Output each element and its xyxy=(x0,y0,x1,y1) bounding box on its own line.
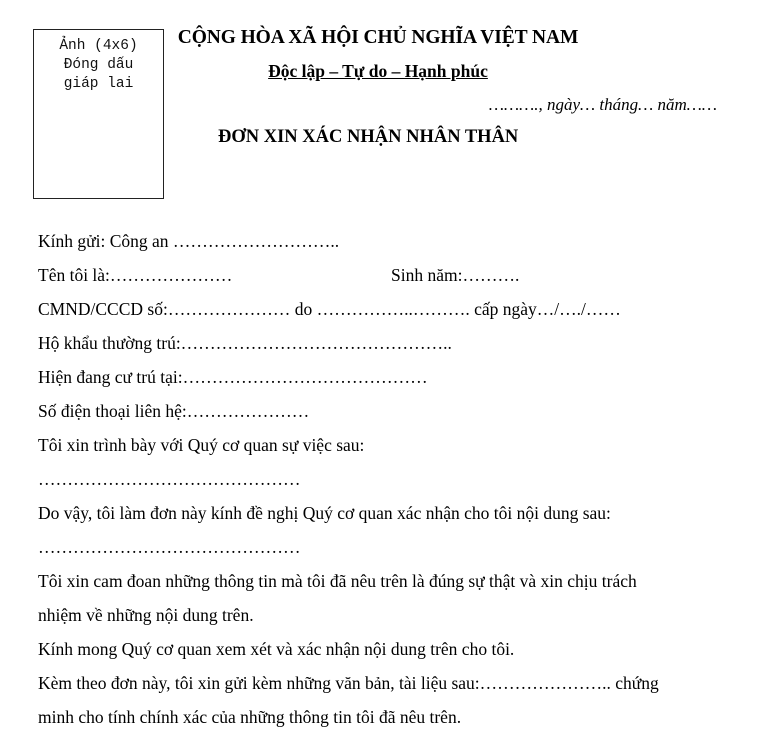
request-blank-line: ……………………………………… xyxy=(38,537,301,557)
photo-label-line-1: Ảnh (4x6) xyxy=(59,38,138,54)
photo-label-line-2: Đóng dấu xyxy=(63,57,134,73)
commitment-line-2: nhiệm về những nội dung trên. xyxy=(38,605,254,625)
national-motto: Độc lập – Tự do – Hạnh phúc xyxy=(268,61,488,81)
photo-placeholder-box xyxy=(33,29,164,199)
facts-blank-line: ……………………………………… xyxy=(38,469,301,489)
facts-intro-line: Tôi xin trình bày với Quý cơ quan sự việc sau: xyxy=(38,435,365,455)
attachments-line-1: Kèm theo đơn này, tôi xin gửi kèm những văn bản, tài liệu sau:………………….. chứng xyxy=(38,673,659,693)
date-line: ………., ngày… tháng… năm…… xyxy=(488,95,717,114)
commitment-line-1: Tôi xin cam đoan những thông tin mà tôi đã nêu trên là đúng sự thật và xin chịu trách xyxy=(38,571,637,591)
name-birth-line xyxy=(38,264,738,298)
permanent-address-line: Hộ khẩu thường trú:……………………………………….. xyxy=(38,333,452,353)
attachments-line-2: minh cho tính chính xác của những thông tin tôi đã nêu trên. xyxy=(38,707,462,727)
recipient-line: Kính gửi: Công an ……………………….. xyxy=(38,231,340,251)
current-residence-line: Hiện đang cư trú tại:…………………………………… xyxy=(38,367,428,387)
closing-line: Kính mong Quý cơ quan xem xét và xác nhận nội dung trên cho tôi. xyxy=(38,639,515,659)
document-title: ĐƠN XIN XÁC NHẬN NHÂN THÂN xyxy=(218,127,519,147)
form-body xyxy=(38,230,738,740)
photo-label-line-3: giáp lai xyxy=(63,76,134,92)
phone-line: Số điện thoại liên hệ:………………… xyxy=(38,401,310,421)
name-field: Tên tôi là:………………… xyxy=(38,265,233,285)
id-number-line: CMND/CCCD số:………………… do ……………..………. cấp ngày…/…./…… xyxy=(38,299,621,319)
national-header: CỘNG HÒA XÃ HỘI CHỦ NGHĨA VIỆT NAM xyxy=(177,27,579,48)
request-intro-line: Do vậy, tôi làm đơn này kính đề nghị Quý cơ quan xác nhận cho tôi nội dung sau: xyxy=(38,503,611,523)
birth-year-field: Sinh năm:………. xyxy=(391,265,520,285)
